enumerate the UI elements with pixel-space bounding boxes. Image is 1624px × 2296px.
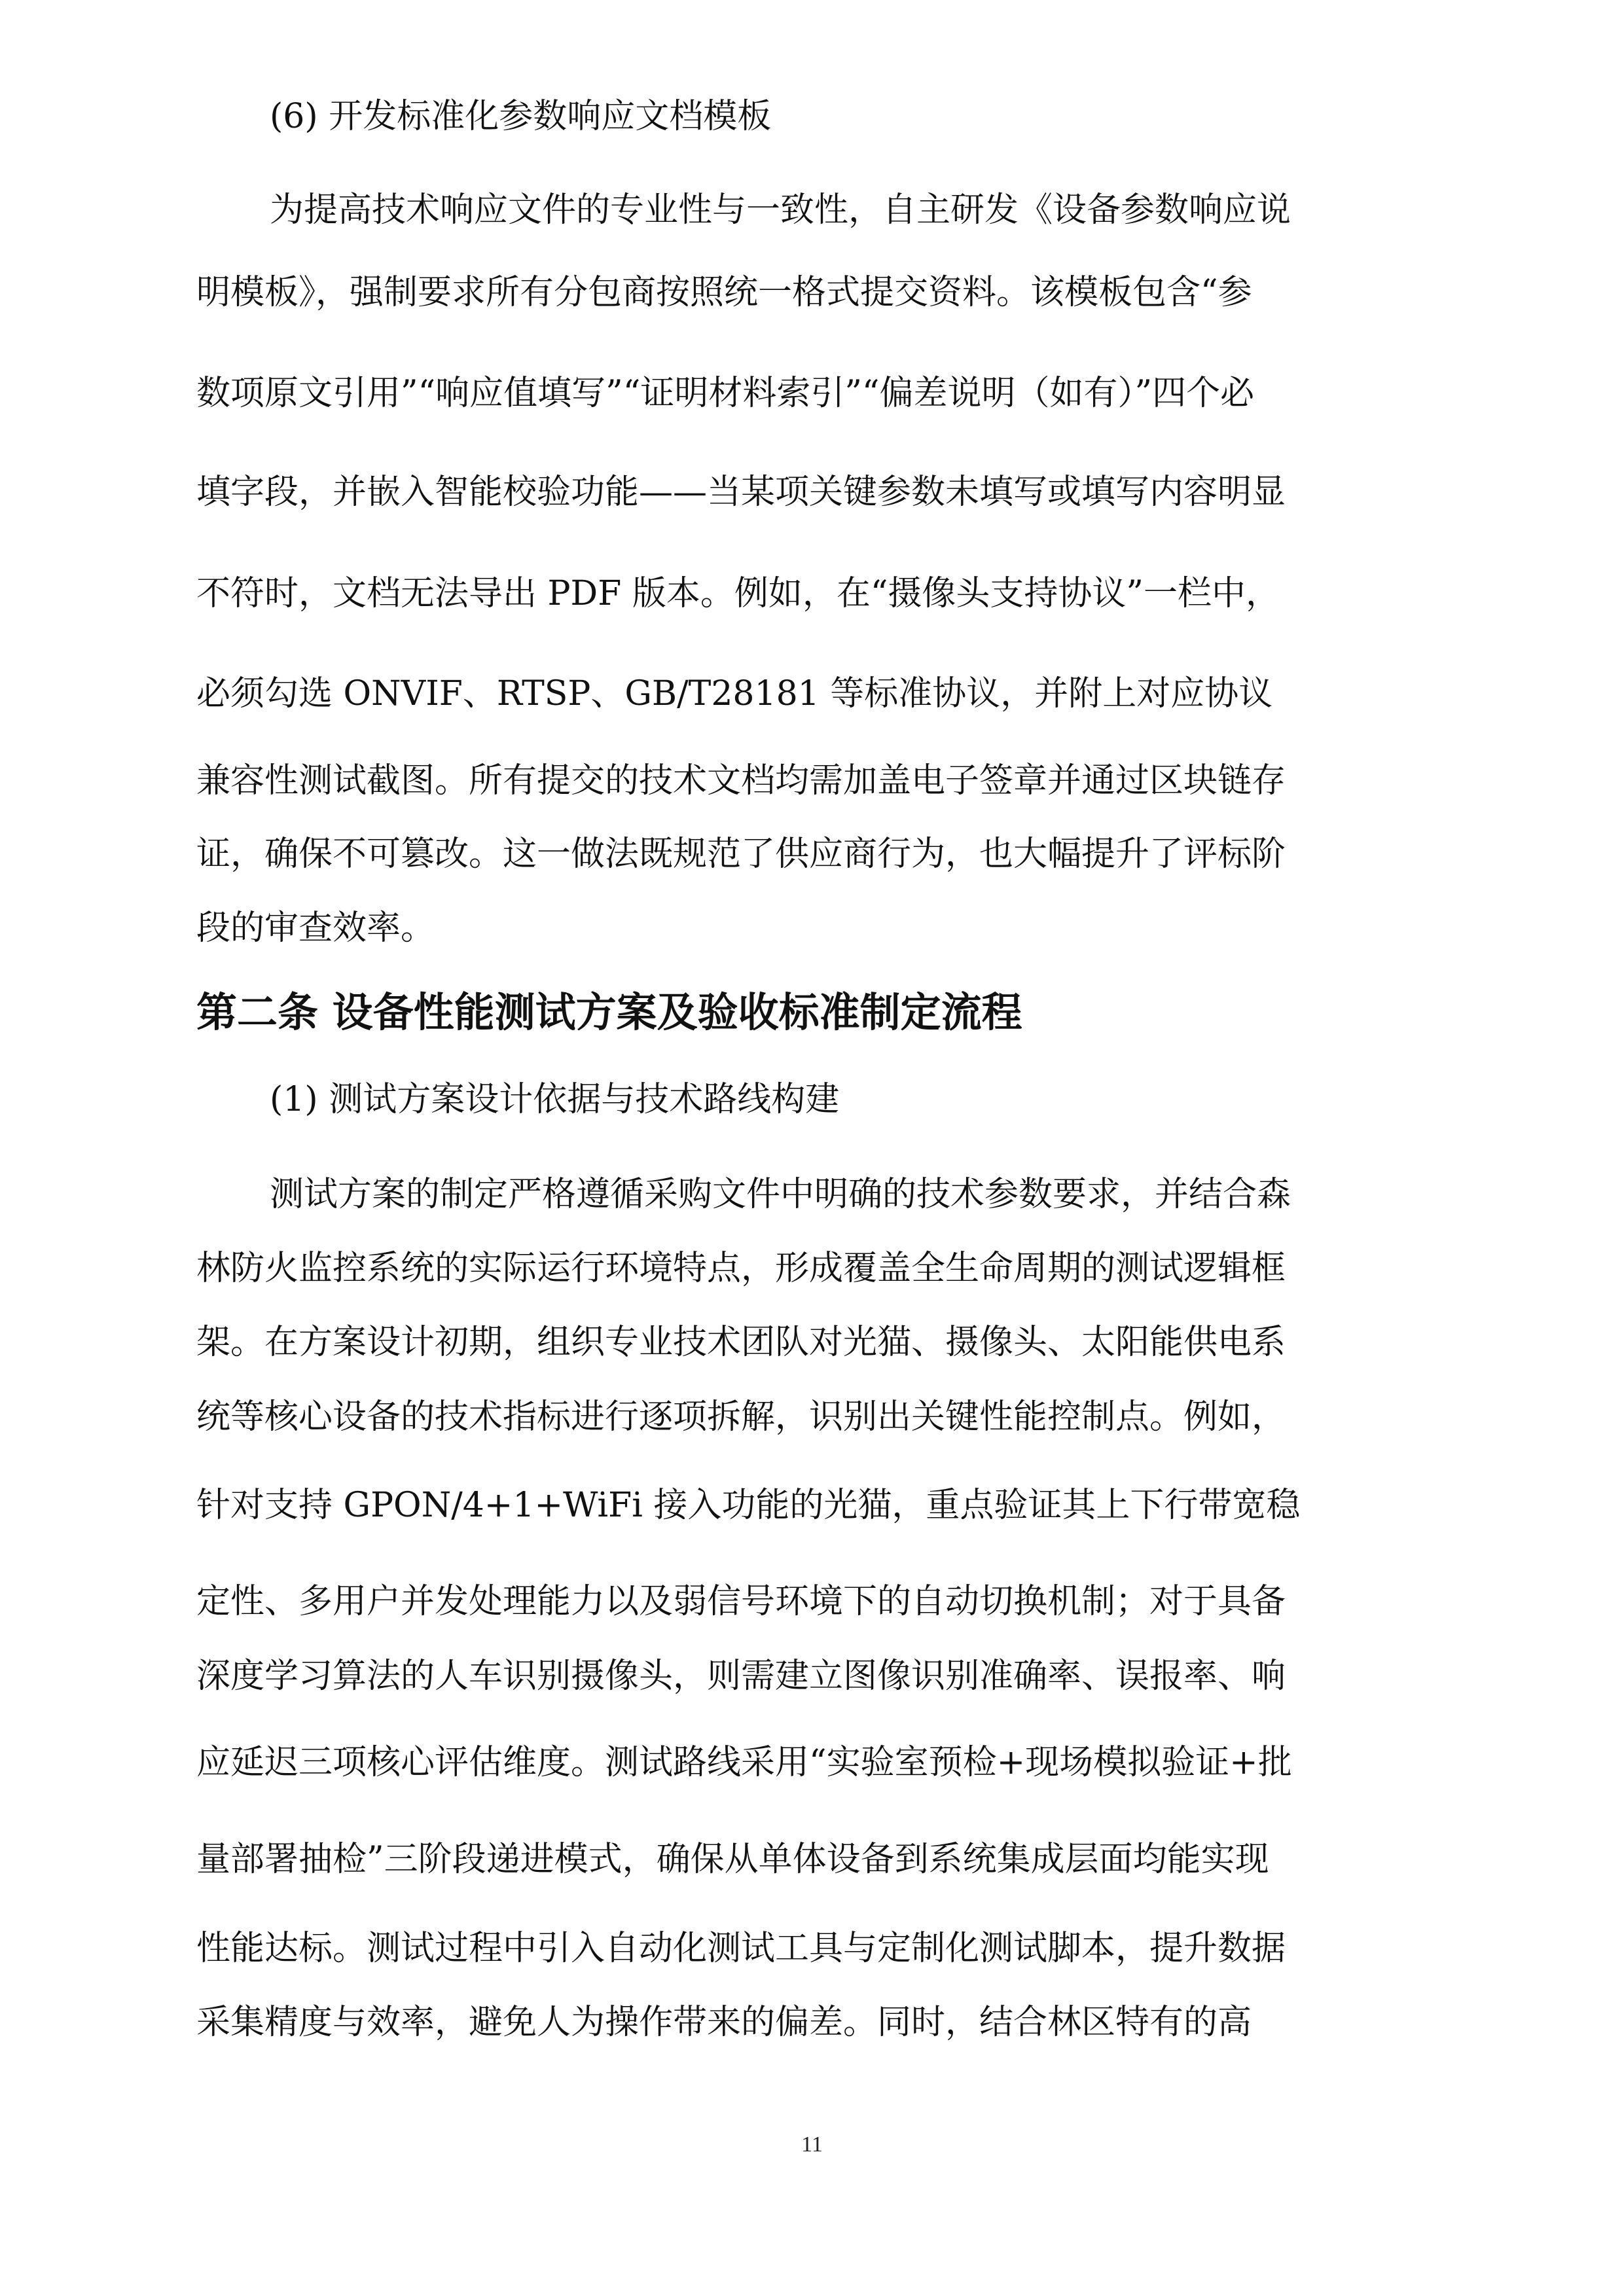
- section-6-line-1: 为提高技术响应文件的专业性与一致性，自主研发《设备参数响应说: [270, 190, 1291, 230]
- article-2-heading: 第二条 设备性能测试方案及验收标准制定流程: [196, 988, 1022, 1036]
- section-6-line-3: 数项原文引用”“响应值填写”“证明材料索引”“偏差说明（如有）”四个必: [196, 374, 1255, 413]
- section-6-line-4: 填字段，并嵌入智能校验功能——当某项关键参数未填写或填写内容明显: [196, 473, 1286, 512]
- section-6-title: (6) 开发标准化参数响应文档模板: [270, 97, 772, 136]
- subsection-1-title: (1) 测试方案设计依据与技术路线构建: [270, 1080, 840, 1119]
- section-6-line-7: 兼容性测试截图。所有提交的技术文档均需加盖电子签章并通过区块链存: [196, 761, 1286, 800]
- subsection-1-line-2: 林防火监控系统的实际运行环境特点，形成覆盖全生命周期的测试逻辑框: [196, 1249, 1286, 1288]
- subsection-1-line-8: 应延迟三项核心评估维度。测试路线采用“实验室预检+现场模拟验证+批: [196, 1743, 1292, 1782]
- subsection-1-line-1: 测试方案的制定严格遵循采购文件中明确的技术参数要求，并结合森: [270, 1175, 1291, 1214]
- section-6-line-8: 证，确保不可篡改。这一做法既规范了供应商行为，也大幅提升了评标阶: [196, 834, 1286, 874]
- subsection-1-line-4: 统等核心设备的技术指标进行逐项拆解，识别出关键性能控制点。例如，: [196, 1397, 1286, 1437]
- page-number: 11: [801, 2132, 823, 2157]
- section-6-line-5: 不符时，文档无法导出 PDF 版本。例如，在“摄像头支持协议”一栏中，: [196, 574, 1280, 613]
- section-6-line-2: 明模板》，强制要求所有分包商按照统一格式提交资料。该模板包含“参: [196, 273, 1252, 312]
- section-6-line-6: 必须勾选 ONVIF、RTSP、GB/T28181 等标准协议，并附上对应协议: [196, 674, 1273, 713]
- subsection-1-line-11: 采集精度与效率，避免人为操作带来的偏差。同时，结合林区特有的高: [196, 2003, 1252, 2042]
- subsection-1-line-6: 定性、多用户并发处理能力以及弱信号环境下的自动切换机制；对于具备: [196, 1582, 1286, 1621]
- subsection-1-line-10: 性能达标。测试过程中引入自动化测试工具与定制化测试脚本，提升数据: [196, 1929, 1286, 1968]
- subsection-1-line-3: 架。在方案设计初期，组织专业技术团队对光猫、摄像头、太阳能供电系: [196, 1323, 1286, 1362]
- subsection-1-line-5: 针对支持 GPON/4+1+WiFi 接入功能的光猫，重点验证其上下行带宽稳: [196, 1486, 1301, 1525]
- section-6-line-9: 段的审查效率。: [196, 908, 435, 948]
- subsection-1-line-7: 深度学习算法的人车识别摄像头，则需建立图像识别准确率、误报率、响: [196, 1657, 1286, 1696]
- subsection-1-line-9: 量部署抽检”三阶段递进模式，确保从单体设备到系统集成层面均能实现: [196, 1840, 1269, 1879]
